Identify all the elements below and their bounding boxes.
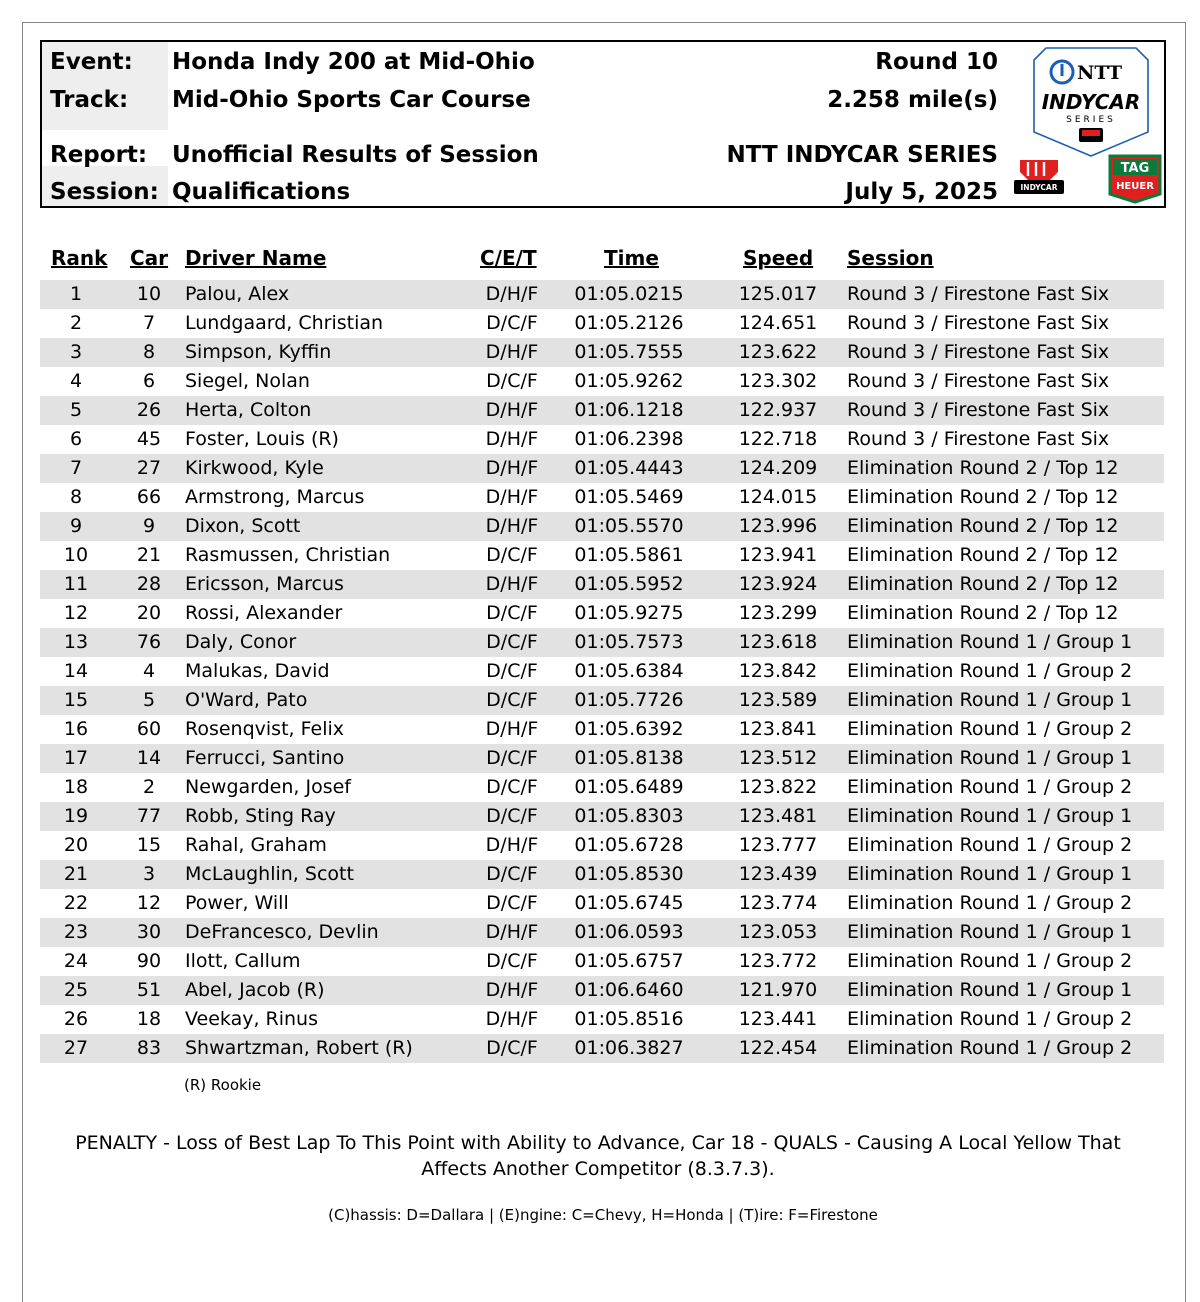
cell-rank: 25 (63, 979, 89, 1001)
cell-time: 01:05.2126 (574, 312, 684, 334)
cell-speed: 123.439 (738, 863, 818, 885)
cell-driver: Ilott, Callum (185, 950, 301, 972)
cell-rank: 17 (63, 747, 89, 769)
cell-session: Elimination Round 1 / Group 2 (847, 1037, 1133, 1059)
cell-rank: 26 (63, 1008, 89, 1030)
cell-car: 30 (136, 921, 162, 943)
col-header-time: Time (604, 246, 659, 270)
cell-car: 76 (136, 631, 162, 653)
series-text: SERIES (1066, 115, 1116, 125)
cell-time: 01:05.8530 (574, 863, 684, 885)
cell-cet: D/H/F (485, 399, 539, 421)
cell-session: Elimination Round 2 / Top 12 (847, 544, 1119, 566)
cell-car: 26 (136, 399, 162, 421)
cell-cet: D/C/F (486, 805, 538, 827)
cell-driver: Rasmussen, Christian (185, 544, 391, 566)
cell-cet: D/C/F (486, 631, 538, 653)
cell-rank: 15 (63, 689, 89, 711)
cell-speed: 124.209 (738, 457, 818, 479)
cell-rank: 10 (63, 544, 89, 566)
cell-cet: D/H/F (485, 341, 539, 363)
cell-rank: 24 (63, 950, 89, 972)
cell-car: 7 (142, 312, 156, 334)
cell-driver: DeFrancesco, Devlin (185, 921, 379, 943)
cell-cet: D/C/F (486, 776, 538, 798)
cell-cet: D/C/F (486, 863, 538, 885)
cell-car: 77 (136, 805, 162, 827)
col-header-cet: C/E/T (480, 246, 537, 270)
cell-speed: 122.937 (738, 399, 818, 421)
cell-car: 2 (142, 776, 156, 798)
cell-rank: 1 (69, 283, 83, 305)
indycar-small-text: INDYCAR (1020, 183, 1058, 192)
cell-session: Elimination Round 1 / Group 1 (847, 689, 1133, 711)
cell-driver: Abel, Jacob (R) (185, 979, 325, 1001)
cell-driver: Foster, Louis (R) (185, 428, 339, 450)
cell-driver: Herta, Colton (185, 399, 312, 421)
cell-speed: 123.481 (738, 805, 818, 827)
cet-legend: (C)hassis: D=Dallara | (E)ngine: C=Chevy, H=Honda | (T)ire: F=Firestone (328, 1206, 878, 1224)
cell-speed: 123.618 (738, 631, 818, 653)
cell-rank: 8 (69, 486, 83, 508)
cell-car: 10 (136, 283, 162, 305)
cell-time: 01:05.6728 (574, 834, 684, 856)
cell-driver: Power, Will (185, 892, 289, 914)
cell-time: 01:05.4443 (574, 457, 684, 479)
cell-session: Elimination Round 2 / Top 12 (847, 515, 1119, 537)
cell-time: 01:05.5861 (574, 544, 684, 566)
cell-time: 01:05.8138 (574, 747, 684, 769)
cell-session: Elimination Round 2 / Top 12 (847, 602, 1119, 624)
cell-car: 4 (142, 660, 156, 682)
table-row (40, 628, 1164, 657)
cell-car: 14 (136, 747, 162, 769)
cell-speed: 124.015 (738, 486, 818, 508)
table-row (40, 599, 1164, 628)
cell-driver: Rossi, Alexander (185, 602, 343, 624)
cell-driver: Veekay, Rinus (185, 1008, 318, 1030)
round-number: Round 10 (875, 49, 998, 75)
cell-car: 9 (142, 515, 156, 537)
cell-speed: 123.053 (738, 921, 818, 943)
cell-driver: Shwartzman, Robert (R) (185, 1037, 413, 1059)
table-row (40, 715, 1164, 744)
cell-car: 45 (136, 428, 162, 450)
table-row (40, 744, 1164, 773)
cell-car: 66 (136, 486, 162, 508)
session-label: Session: (50, 179, 159, 205)
col-header-driver: Driver Name (185, 246, 327, 270)
cell-cet: D/C/F (486, 602, 538, 624)
cell-speed: 123.512 (738, 747, 818, 769)
cell-driver: Dixon, Scott (185, 515, 301, 537)
cell-rank: 5 (69, 399, 83, 421)
heuer-text: HEUER (1116, 181, 1154, 192)
cell-session: Round 3 / Firestone Fast Six (847, 283, 1110, 305)
cell-rank: 4 (69, 370, 83, 392)
cell-session: Elimination Round 1 / Group 1 (847, 863, 1133, 885)
table-row (40, 396, 1164, 425)
cell-car: 5 (142, 689, 156, 711)
table-row (40, 686, 1164, 715)
cell-speed: 123.441 (738, 1008, 818, 1030)
cell-car: 6 (142, 370, 156, 392)
cell-driver: Ferrucci, Santino (185, 747, 345, 769)
cell-session: Elimination Round 1 / Group 1 (847, 747, 1133, 769)
cell-session: Elimination Round 1 / Group 2 (847, 718, 1133, 740)
cell-speed: 123.772 (738, 950, 818, 972)
cell-rank: 23 (63, 921, 89, 943)
cell-time: 01:05.7726 (574, 689, 684, 711)
cell-session: Elimination Round 1 / Group 1 (847, 921, 1133, 943)
indycar-text: INDYCAR (1041, 90, 1141, 114)
cell-cet: D/H/F (485, 1008, 539, 1030)
cell-rank: 18 (63, 776, 89, 798)
cell-driver: Newgarden, Josef (185, 776, 351, 798)
table-row (40, 918, 1164, 947)
report-value: Unofficial Results of Session (172, 142, 539, 168)
cell-speed: 123.299 (738, 602, 818, 624)
table-row (40, 338, 1164, 367)
indycar-logo (1014, 156, 1064, 196)
cell-car: 12 (136, 892, 162, 914)
cell-cet: D/H/F (485, 428, 539, 450)
col-header-session: Session (847, 246, 934, 270)
table-row (40, 454, 1164, 483)
cell-time: 01:06.0593 (574, 921, 684, 943)
cell-speed: 123.302 (738, 370, 818, 392)
cell-car: 20 (136, 602, 162, 624)
table-row (40, 541, 1164, 570)
cell-car: 83 (136, 1037, 162, 1059)
cell-time: 01:05.5570 (574, 515, 684, 537)
cell-session: Elimination Round 1 / Group 2 (847, 892, 1133, 914)
cell-time: 01:05.6745 (574, 892, 684, 914)
cell-driver: Lundgaard, Christian (185, 312, 384, 334)
cell-rank: 12 (63, 602, 89, 624)
table-row (40, 657, 1164, 686)
cell-rank: 27 (63, 1037, 89, 1059)
cell-rank: 20 (63, 834, 89, 856)
cell-cet: D/C/F (486, 312, 538, 334)
table-row (40, 367, 1164, 396)
cell-cet: D/H/F (485, 834, 539, 856)
cell-rank: 19 (63, 805, 89, 827)
cell-session: Elimination Round 1 / Group 2 (847, 776, 1133, 798)
rookie-note: (R) Rookie (184, 1076, 262, 1094)
col-header-rank: Rank (51, 246, 108, 270)
cell-cet: D/H/F (485, 457, 539, 479)
table-row (40, 889, 1164, 918)
cell-car: 21 (136, 544, 162, 566)
cell-session: Round 3 / Firestone Fast Six (847, 399, 1110, 421)
cell-session: Elimination Round 2 / Top 12 (847, 573, 1119, 595)
cell-time: 01:05.9262 (574, 370, 684, 392)
cell-car: 90 (136, 950, 162, 972)
table-row (40, 860, 1164, 889)
cell-speed: 123.842 (738, 660, 818, 682)
cell-speed: 125.017 (738, 283, 818, 305)
cell-cet: D/H/F (485, 718, 539, 740)
tag-heuer-logo (1108, 154, 1162, 204)
cell-time: 01:06.6460 (574, 979, 684, 1001)
cell-driver: Siegel, Nolan (185, 370, 310, 392)
cell-driver: Robb, Sting Ray (185, 805, 336, 827)
cell-time: 01:05.6489 (574, 776, 684, 798)
cell-driver: Ericsson, Marcus (185, 573, 344, 595)
cell-cet: D/C/F (486, 689, 538, 711)
series-name: NTT INDYCAR SERIES (726, 142, 998, 168)
cell-time: 01:05.5469 (574, 486, 684, 508)
cell-cet: D/H/F (485, 921, 539, 943)
cell-speed: 123.822 (738, 776, 818, 798)
table-row (40, 1005, 1164, 1034)
cell-speed: 123.924 (738, 573, 818, 595)
cell-car: 8 (142, 341, 156, 363)
cell-rank: 21 (63, 863, 89, 885)
track-value: Mid-Ohio Sports Car Course (172, 87, 531, 113)
table-row (40, 483, 1164, 512)
cell-session: Elimination Round 1 / Group 2 (847, 834, 1133, 856)
cell-rank: 13 (63, 631, 89, 653)
table-row (40, 309, 1164, 338)
cell-cet: D/C/F (486, 950, 538, 972)
table-row (40, 280, 1164, 309)
cell-time: 01:05.5952 (574, 573, 684, 595)
session-value: Qualifications (172, 179, 351, 205)
cell-cet: D/H/F (485, 486, 539, 508)
cell-speed: 123.777 (738, 834, 818, 856)
cell-session: Elimination Round 1 / Group 1 (847, 805, 1133, 827)
cell-driver: Malukas, David (185, 660, 330, 682)
event-value: Honda Indy 200 at Mid-Ohio (172, 49, 535, 75)
table-row (40, 570, 1164, 599)
cell-session: Round 3 / Firestone Fast Six (847, 370, 1110, 392)
cell-time: 01:05.7573 (574, 631, 684, 653)
cell-rank: 11 (63, 573, 89, 595)
cell-speed: 123.996 (738, 515, 818, 537)
table-row (40, 831, 1164, 860)
track-label: Track: (50, 87, 129, 113)
cell-session: Round 3 / Firestone Fast Six (847, 312, 1110, 334)
table-row (40, 947, 1164, 976)
cell-driver: Daly, Conor (185, 631, 297, 653)
session-date: July 5, 2025 (845, 179, 998, 205)
table-row (40, 512, 1164, 541)
cell-time: 01:06.1218 (574, 399, 684, 421)
cell-speed: 123.774 (738, 892, 818, 914)
table-row (40, 976, 1164, 1005)
cell-cet: D/H/F (485, 979, 539, 1001)
table-row (40, 425, 1164, 454)
cell-driver: Rosenqvist, Felix (185, 718, 344, 740)
penalty-note: PENALTY - Loss of Best Lap To This Point with Ability to Advance, Car 18 - QUALS - Causing A Local Yellow That Affects Another Competitor (8.3.7.3). (75, 1132, 1121, 1180)
cell-speed: 124.651 (738, 312, 818, 334)
col-header-car: Car (130, 246, 169, 270)
cell-car: 60 (136, 718, 162, 740)
cell-speed: 123.589 (738, 689, 818, 711)
cell-time: 01:05.6384 (574, 660, 684, 682)
cell-rank: 14 (63, 660, 89, 682)
cell-car: 3 (142, 863, 156, 885)
cell-cet: D/H/F (485, 573, 539, 595)
table-row (40, 1034, 1164, 1063)
cell-rank: 7 (69, 457, 83, 479)
cell-driver: O'Ward, Pato (185, 689, 308, 711)
cell-time: 01:06.3827 (574, 1037, 684, 1059)
cell-session: Round 3 / Firestone Fast Six (847, 341, 1110, 363)
cell-session: Elimination Round 1 / Group 2 (847, 660, 1133, 682)
cell-time: 01:05.9275 (574, 602, 684, 624)
cell-session: Elimination Round 2 / Top 12 (847, 457, 1119, 479)
cell-rank: 16 (63, 718, 89, 740)
event-label: Event: (50, 49, 133, 75)
cell-cet: D/C/F (486, 660, 538, 682)
cell-session: Round 3 / Firestone Fast Six (847, 428, 1110, 450)
cell-car: 27 (136, 457, 162, 479)
cell-time: 01:05.6392 (574, 718, 684, 740)
cell-driver: McLaughlin, Scott (185, 863, 354, 885)
cell-time: 01:05.8303 (574, 805, 684, 827)
cell-time: 01:05.0215 (574, 283, 684, 305)
cell-speed: 123.941 (738, 544, 818, 566)
cell-time: 01:06.2398 (574, 428, 684, 450)
cell-driver: Armstrong, Marcus (185, 486, 365, 508)
cell-cet: D/C/F (486, 370, 538, 392)
cell-time: 01:05.7555 (574, 341, 684, 363)
cell-time: 01:05.6757 (574, 950, 684, 972)
cell-driver: Simpson, Kyffin (185, 341, 332, 363)
cell-driver: Rahal, Graham (185, 834, 327, 856)
results-table (40, 280, 1164, 1063)
cell-car: 15 (136, 834, 162, 856)
cell-speed: 122.718 (738, 428, 818, 450)
cell-session: Elimination Round 1 / Group 2 (847, 1008, 1133, 1030)
track-length: 2.258 mile(s) (827, 87, 998, 113)
cell-session: Elimination Round 2 / Top 12 (847, 486, 1119, 508)
cell-rank: 9 (69, 515, 83, 537)
cell-driver: Palou, Alex (185, 283, 290, 305)
table-row (40, 773, 1164, 802)
cell-car: 18 (136, 1008, 162, 1030)
table-row (40, 802, 1164, 831)
report-label: Report: (50, 142, 148, 168)
cell-rank: 3 (69, 341, 83, 363)
cell-session: Elimination Round 1 / Group 2 (847, 950, 1133, 972)
cell-cet: D/C/F (486, 1037, 538, 1059)
cell-speed: 122.454 (738, 1037, 818, 1059)
tag-text: TAG (1120, 161, 1150, 176)
report-header (40, 40, 1166, 208)
cell-car: 51 (136, 979, 162, 1001)
cell-speed: 123.841 (738, 718, 818, 740)
cell-time: 01:05.8516 (574, 1008, 684, 1030)
cell-speed: 123.622 (738, 341, 818, 363)
col-header-speed: Speed (743, 246, 814, 270)
cell-speed: 121.970 (738, 979, 818, 1001)
cell-car: 28 (136, 573, 162, 595)
cell-cet: D/C/F (486, 544, 538, 566)
cell-rank: 22 (63, 892, 89, 914)
ntt-indycar-series-logo (1032, 46, 1150, 158)
ntt-text: NTT (1077, 62, 1122, 84)
cell-driver: Kirkwood, Kyle (185, 457, 324, 479)
cell-cet: D/H/F (485, 515, 539, 537)
cell-cet: D/C/F (486, 892, 538, 914)
cell-cet: D/H/F (485, 283, 539, 305)
cell-rank: 6 (69, 428, 83, 450)
cell-cet: D/C/F (486, 747, 538, 769)
cell-rank: 2 (69, 312, 83, 334)
cell-session: Elimination Round 1 / Group 1 (847, 979, 1133, 1001)
cell-session: Elimination Round 1 / Group 1 (847, 631, 1133, 653)
